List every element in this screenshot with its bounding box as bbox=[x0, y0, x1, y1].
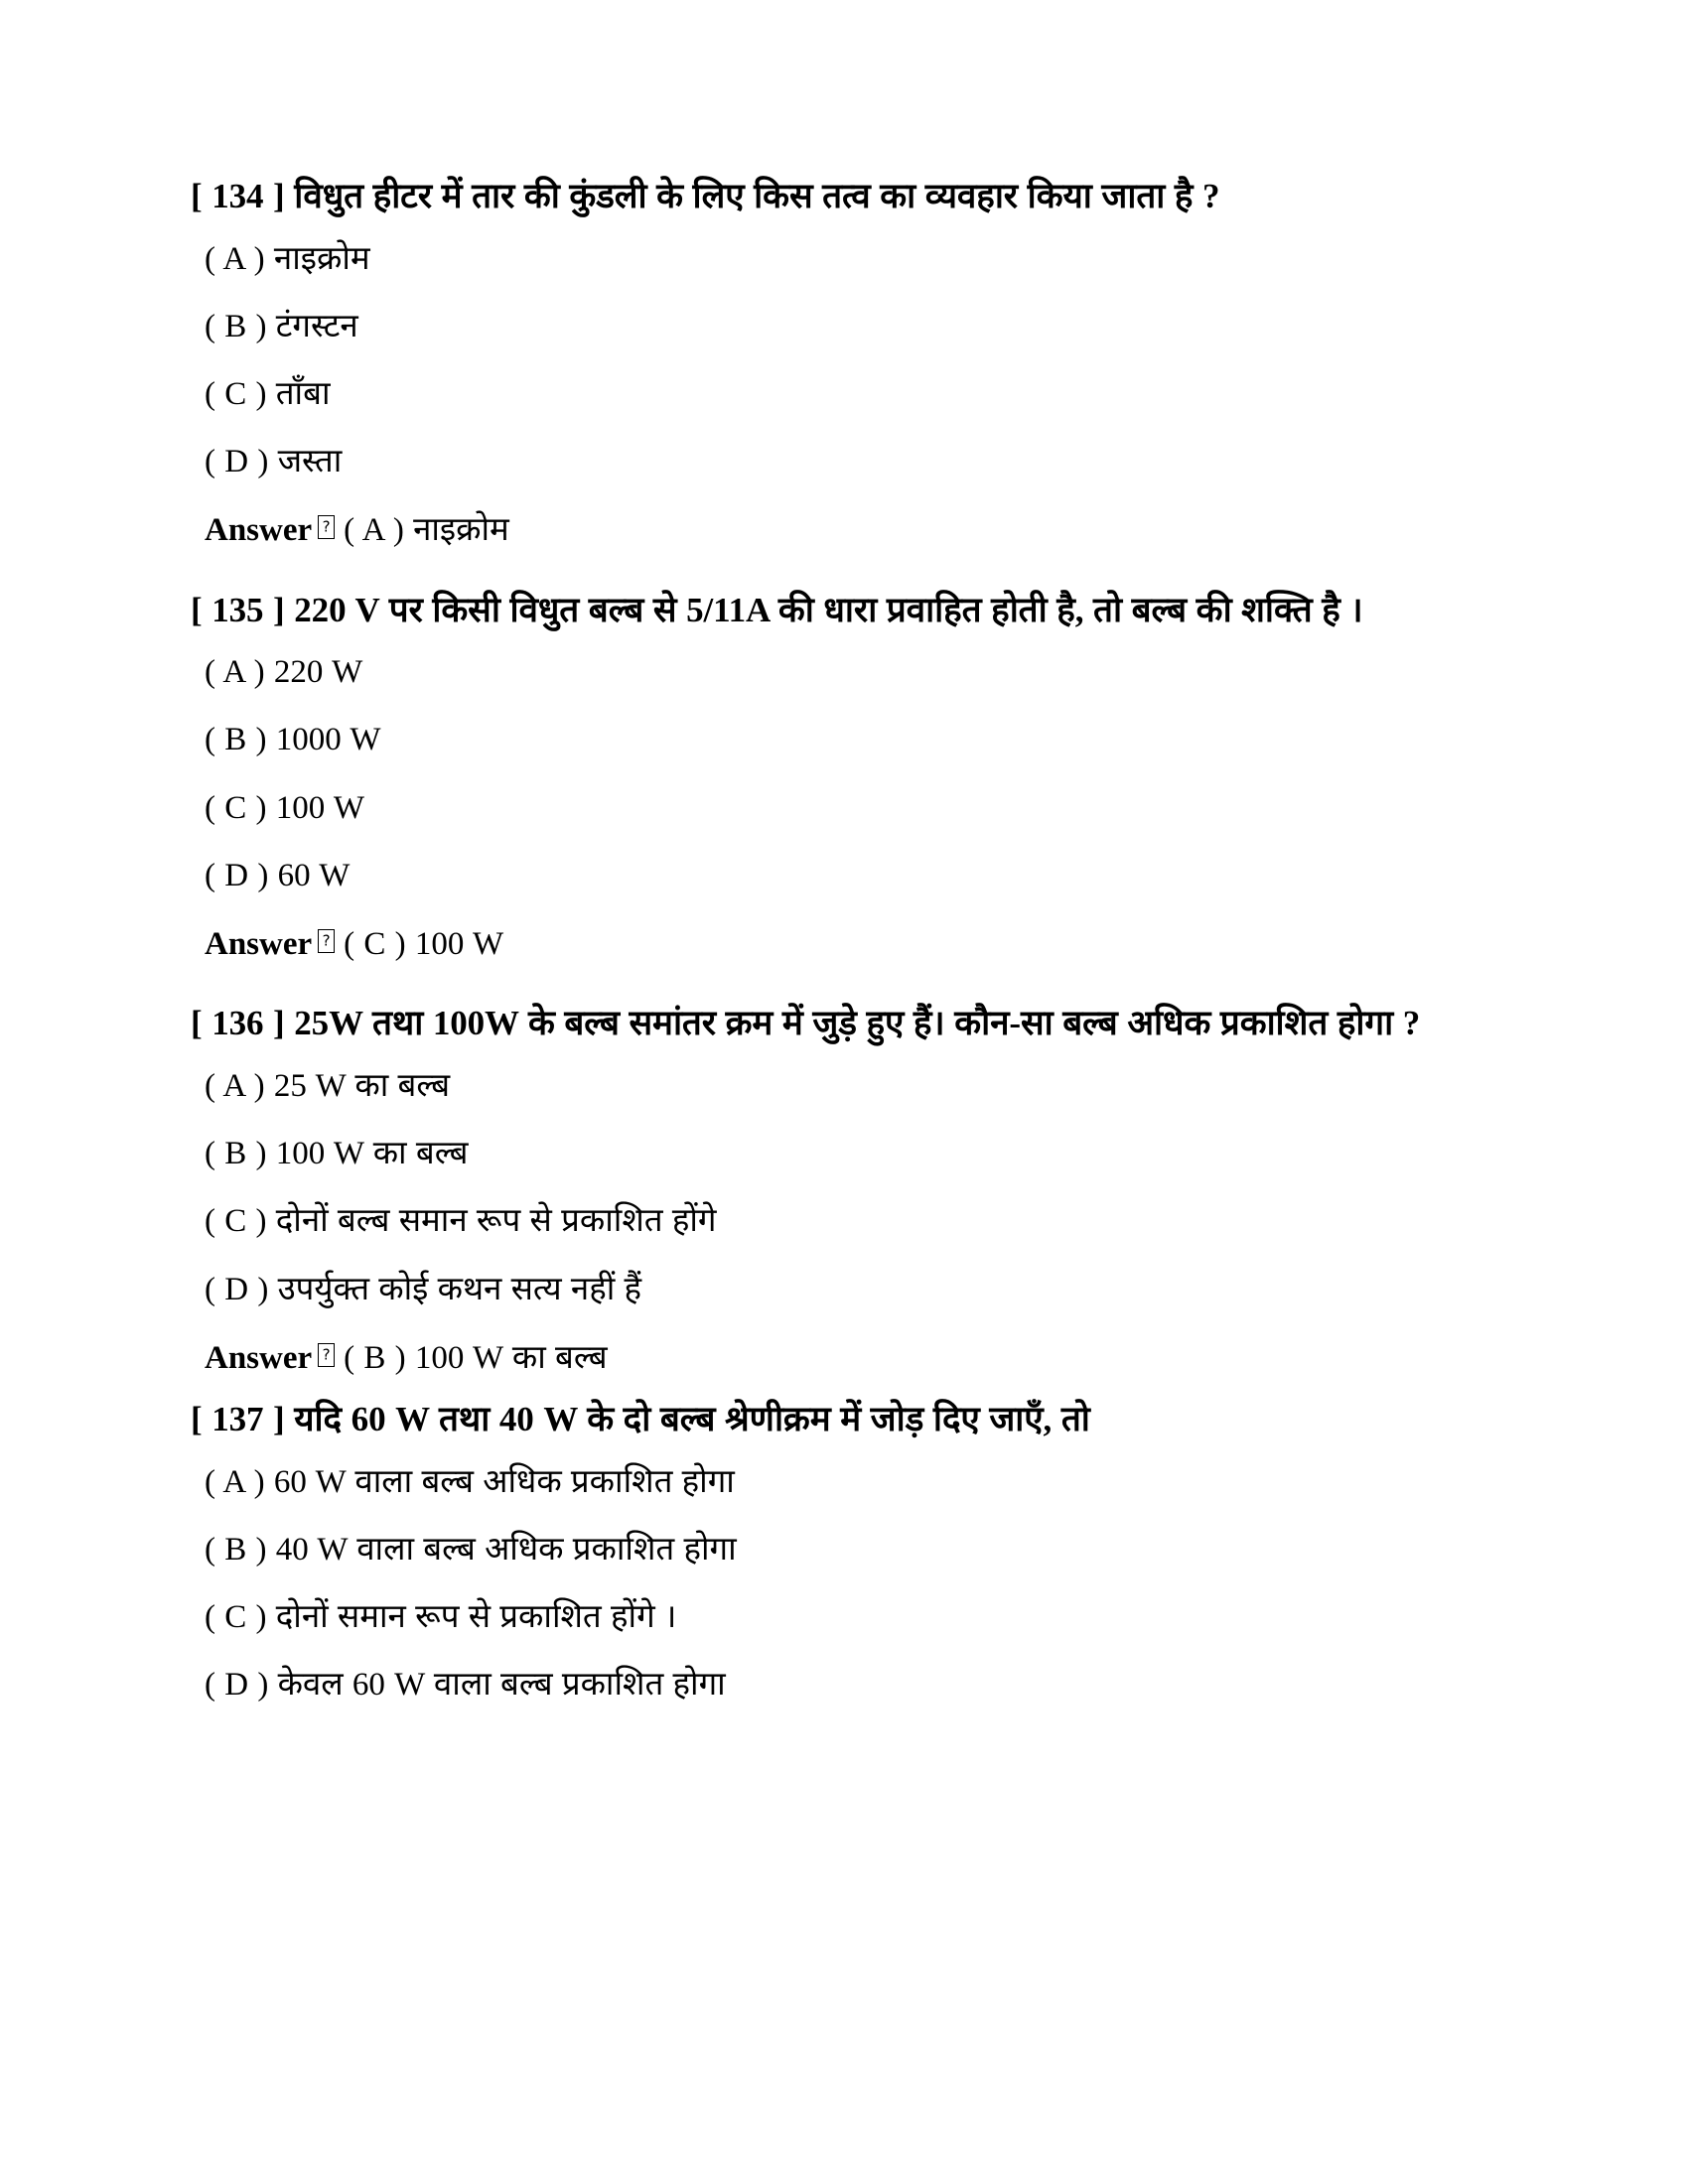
question-block-134 bbox=[191, 174, 1460, 562]
option-label-136-d: ( D ) bbox=[205, 1271, 269, 1307]
question-number-136: [ 136 ] bbox=[191, 1004, 285, 1043]
question-block-136 bbox=[191, 1001, 1460, 1389]
option-137-d[interactable] bbox=[191, 1651, 1460, 1718]
option-label-134-c: ( C ) bbox=[205, 375, 267, 412]
option-text-135-b: 1000 W bbox=[275, 722, 381, 758]
question-text-134: विधुत हीटर में तार की कुंडली के लिए किस तत्व का व्यवहार किया जाता है ? bbox=[294, 177, 1220, 215]
option-label-135-a: ( A ) bbox=[205, 654, 265, 691]
answer-text-136: ( B ) 100 W का बल्ब bbox=[344, 1339, 608, 1376]
missing-glyph-box-icon bbox=[318, 1343, 335, 1367]
answer-text-135: ( C ) 100 W bbox=[344, 926, 504, 963]
option-137-a[interactable] bbox=[191, 1448, 1460, 1516]
option-135-c[interactable] bbox=[191, 774, 1460, 842]
option-text-136-c: दोनों बल्ब समान रूप से प्रकाशित होंगे bbox=[275, 1203, 717, 1240]
option-text-135-c: 100 W bbox=[275, 789, 365, 826]
option-134-c[interactable] bbox=[191, 360, 1460, 428]
option-label-136-b: ( B ) bbox=[205, 1136, 267, 1172]
option-label-134-a: ( A ) bbox=[205, 240, 265, 277]
missing-glyph-box-icon bbox=[318, 515, 335, 539]
option-135-b[interactable] bbox=[191, 706, 1460, 773]
answer-row-134 bbox=[191, 495, 1460, 561]
option-134-d[interactable] bbox=[191, 428, 1460, 495]
option-137-b[interactable] bbox=[191, 1516, 1460, 1583]
option-text-137-c: दोनों समान रूप से प्रकाशित होंगे । bbox=[275, 1598, 677, 1635]
missing-glyph-box-icon bbox=[318, 929, 335, 953]
option-label-134-d: ( D ) bbox=[205, 444, 269, 480]
option-135-d[interactable] bbox=[191, 842, 1460, 909]
option-text-135-a: 220 W bbox=[273, 654, 363, 691]
answer-label-135: Answer bbox=[205, 926, 313, 963]
option-text-137-b: 40 W वाला बल्ब अधिक प्रकाशित होगा bbox=[275, 1531, 737, 1568]
answer-row-136 bbox=[191, 1323, 1460, 1389]
option-text-136-b: 100 W का बल्ब bbox=[275, 1136, 469, 1172]
question-block-137 bbox=[191, 1397, 1460, 1718]
option-text-137-a: 60 W वाला बल्ब अधिक प्रकाशित होगा bbox=[273, 1463, 735, 1500]
option-label-136-c: ( C ) bbox=[205, 1203, 267, 1240]
option-text-134-d: जस्ता bbox=[277, 444, 343, 480]
answer-label-136: Answer bbox=[205, 1339, 313, 1376]
option-label-134-b: ( B ) bbox=[205, 308, 267, 344]
answer-label-134: Answer bbox=[205, 512, 313, 549]
option-label-137-d: ( D ) bbox=[205, 1667, 269, 1704]
question-block-135 bbox=[191, 588, 1460, 976]
option-label-136-a: ( A ) bbox=[205, 1067, 265, 1104]
question-text-137: यदि 60 W तथा 40 W के दो बल्ब श्रेणीक्रम में जोड़ दिए जाएँ, तो bbox=[294, 1400, 1090, 1439]
option-text-134-b: टंगस्टन bbox=[275, 308, 358, 344]
question-heading-136 bbox=[191, 1001, 1460, 1046]
question-number-134: [ 134 ] bbox=[191, 177, 285, 215]
option-label-137-a: ( A ) bbox=[205, 1463, 265, 1500]
option-label-137-c: ( C ) bbox=[205, 1598, 267, 1635]
question-heading-135 bbox=[191, 588, 1460, 633]
option-label-135-d: ( D ) bbox=[205, 857, 269, 893]
option-label-135-b: ( B ) bbox=[205, 722, 267, 758]
option-134-a[interactable] bbox=[191, 225, 1460, 293]
option-label-135-c: ( C ) bbox=[205, 789, 267, 826]
question-text-136: 25W तथा 100W के बल्ब समांतर क्रम में जुड़े हुए हैं। कौन-सा बल्ब अधिक प्रकाशित होगा ? bbox=[294, 1004, 1421, 1043]
option-136-b[interactable] bbox=[191, 1120, 1460, 1187]
option-137-c[interactable] bbox=[191, 1583, 1460, 1651]
block-spacer bbox=[191, 975, 1460, 1001]
option-134-b[interactable] bbox=[191, 293, 1460, 360]
question-number-137: [ 137 ] bbox=[191, 1400, 285, 1439]
option-text-134-c: ताँबा bbox=[275, 375, 331, 412]
option-text-135-d: 60 W bbox=[277, 857, 351, 893]
answer-text-134: ( A ) नाइक्रोम bbox=[344, 512, 509, 549]
option-text-137-d: केवल 60 W वाला बल्ब प्रकाशित होगा bbox=[277, 1667, 726, 1704]
option-136-d[interactable] bbox=[191, 1256, 1460, 1323]
question-text-135: 220 V पर किसी विधुत बल्ब से 5/11A की धारा प्रवाहित होती है, तो बल्ब की शक्ति है । bbox=[294, 590, 1363, 629]
option-text-136-a: 25 W का बल्ब bbox=[273, 1067, 451, 1104]
block-spacer bbox=[191, 562, 1460, 588]
question-heading-137 bbox=[191, 1397, 1460, 1442]
option-label-137-b: ( B ) bbox=[205, 1531, 267, 1568]
option-135-a[interactable] bbox=[191, 638, 1460, 706]
block-spacer bbox=[191, 1389, 1460, 1397]
option-136-a[interactable] bbox=[191, 1052, 1460, 1120]
answer-row-135 bbox=[191, 909, 1460, 975]
option-text-134-a: नाइक्रोम bbox=[273, 240, 370, 277]
question-number-135: [ 135 ] bbox=[191, 590, 285, 629]
question-heading-134 bbox=[191, 174, 1460, 219]
option-136-c[interactable] bbox=[191, 1187, 1460, 1255]
option-text-136-d: उपर्युक्त कोई कथन सत्य नहीं हैं bbox=[277, 1271, 642, 1307]
